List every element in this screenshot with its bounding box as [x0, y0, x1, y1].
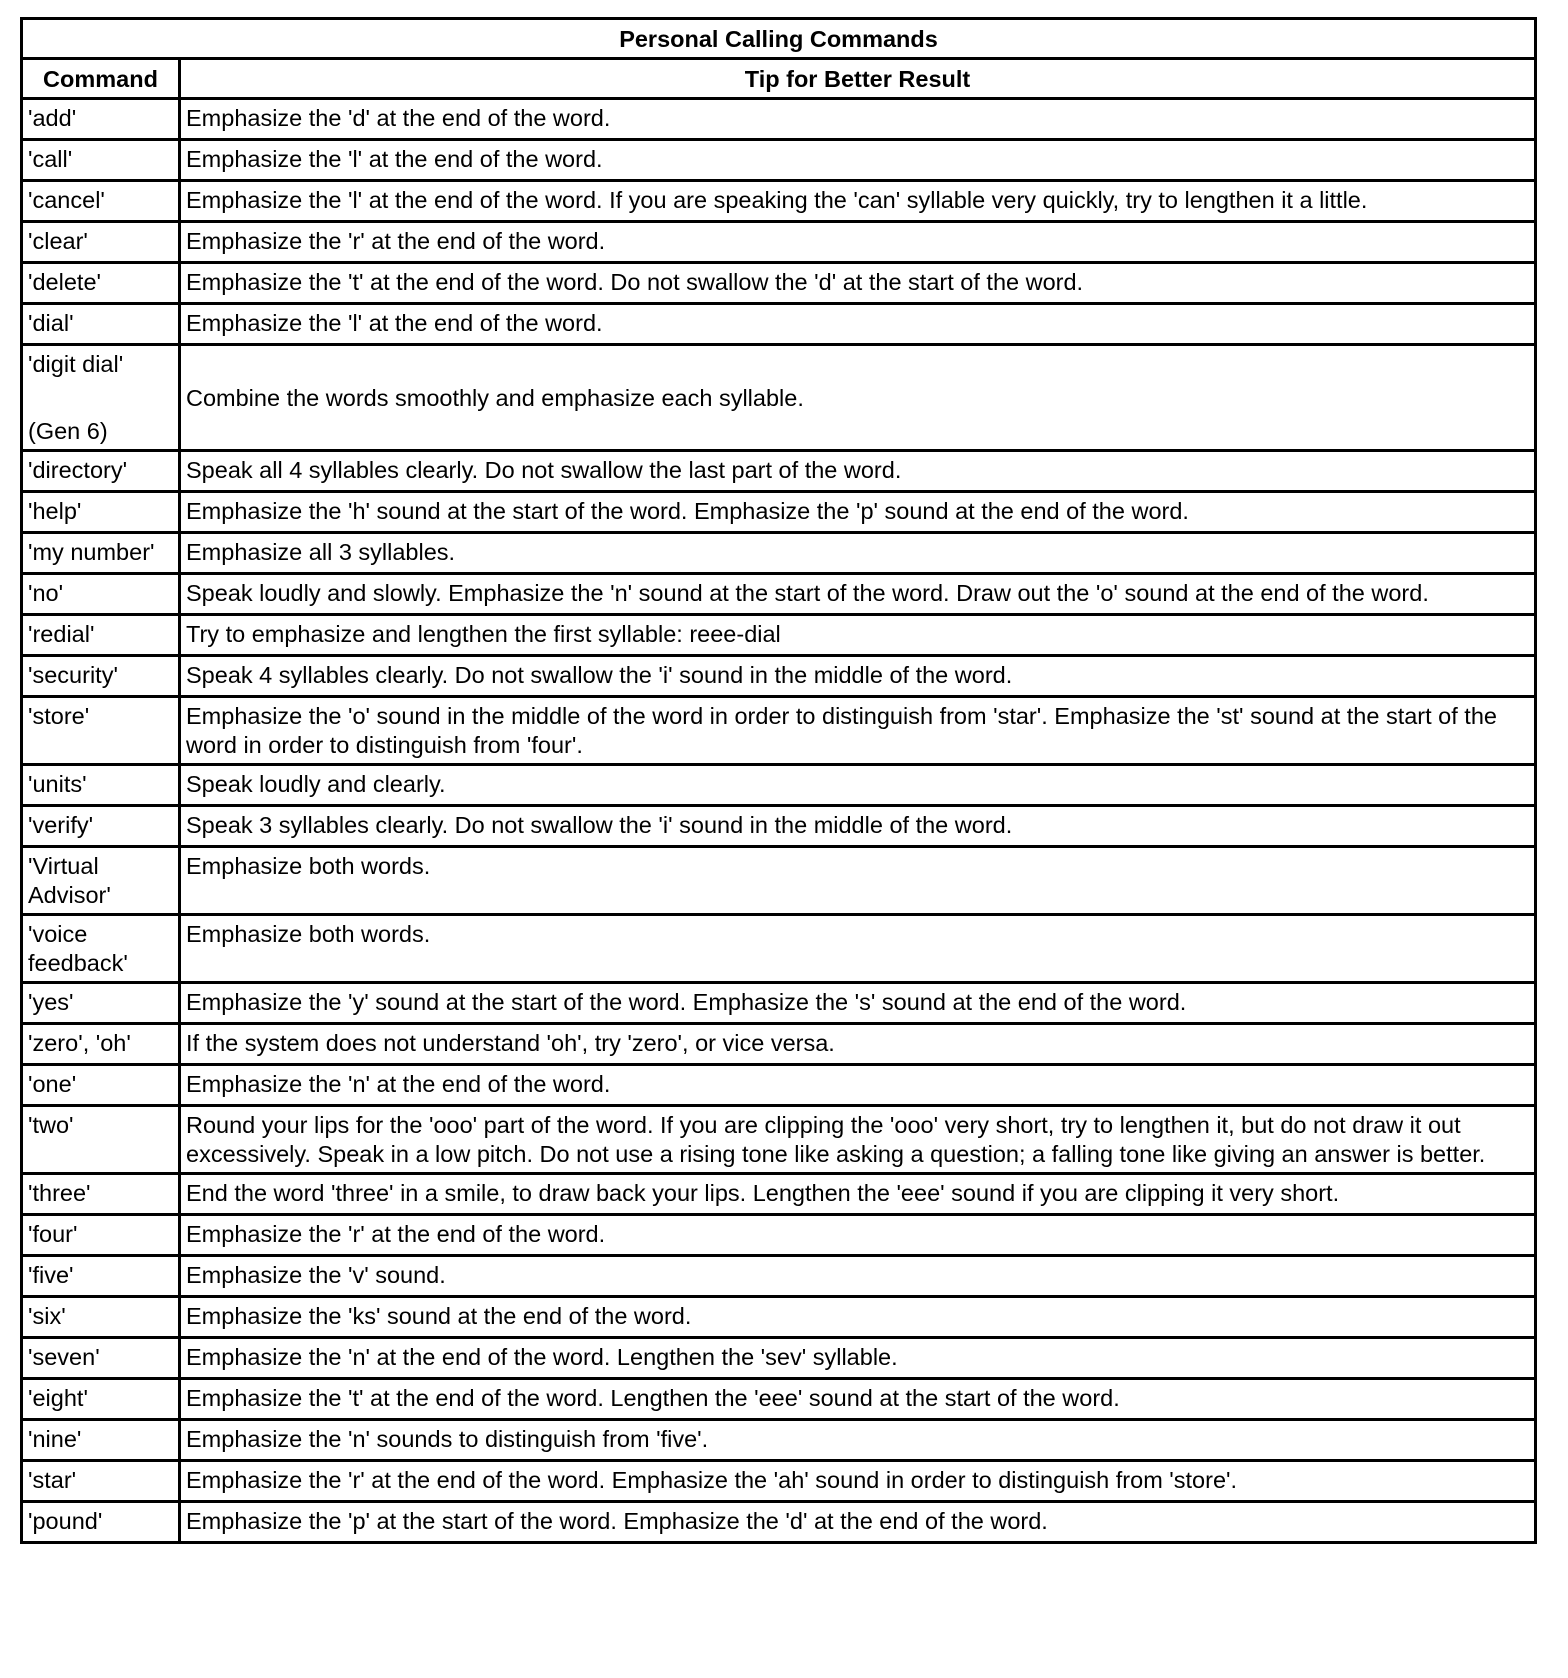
table-row: [22, 1256, 1536, 1297]
command-text: 'verify': [28, 812, 94, 838]
tip-cell: Round your lips for the 'ooo' part of the word. If you are clipping the 'ooo' very short, try to lengthen it, but do not draw it out excessively. Speak in a low pitch. Do not use a rising tone like asking a question; a falling tone like giving an answer is better.: [180, 1106, 1536, 1174]
table-row: [22, 1065, 1536, 1106]
command-text: 'call': [28, 146, 73, 172]
command-text: 'cancel': [28, 187, 105, 213]
table-row: [22, 222, 1536, 263]
tip-cell: Emphasize the 't' at the end of the word. Do not swallow the 'd' at the start of the word.: [180, 263, 1536, 304]
command-text: 'pound': [28, 1508, 103, 1534]
command-text: 'six': [28, 1303, 66, 1329]
table-title: Personal Calling Commands: [22, 19, 1536, 59]
command-cell: [22, 1502, 180, 1543]
command-cell: [22, 697, 180, 765]
table-row: [22, 656, 1536, 697]
command-cell: [22, 983, 180, 1024]
document-page: [20, 17, 1534, 1544]
command-cell: [22, 1297, 180, 1338]
command-text: 'units': [28, 771, 87, 797]
table-row: [22, 983, 1536, 1024]
command-note: (Gen 6): [28, 418, 108, 444]
command-cell: [22, 140, 180, 181]
command-text: 'help': [28, 498, 82, 524]
command-text: 'five': [28, 1262, 74, 1288]
table-row: [22, 915, 1536, 983]
tip-cell: Speak loudly and slowly. Emphasize the 'n' sound at the start of the word. Draw out the 'o' sound at the end of the word.: [180, 574, 1536, 615]
table-row: [22, 1297, 1536, 1338]
table-row: [22, 345, 1536, 451]
header-row: [22, 59, 1536, 99]
command-cell: [22, 492, 180, 533]
commands-table: [20, 17, 1537, 1544]
command-cell: [22, 1024, 180, 1065]
table-row: [22, 697, 1536, 765]
command-text: 'two': [28, 1112, 74, 1138]
command-cell: [22, 304, 180, 345]
tip-cell: Emphasize the 'ks' sound at the end of the word.: [180, 1297, 1536, 1338]
tip-cell: Emphasize the 'n' sounds to distinguish from 'five'.: [180, 1420, 1536, 1461]
command-text: 'four': [28, 1221, 78, 1247]
command-text: 'nine': [28, 1426, 82, 1452]
table-row: [22, 1215, 1536, 1256]
table-row: [22, 263, 1536, 304]
command-cell: [22, 1420, 180, 1461]
tip-cell: If the system does not understand 'oh', try 'zero', or vice versa.: [180, 1024, 1536, 1065]
command-cell: [22, 451, 180, 492]
command-text: 'three': [28, 1180, 91, 1206]
command-text: 'my number': [28, 539, 155, 565]
table-row: [22, 765, 1536, 806]
table-row: [22, 140, 1536, 181]
tip-cell: Speak all 4 syllables clearly. Do not swallow the last part of the word.: [180, 451, 1536, 492]
tip-cell: Emphasize the 'l' at the end of the word.: [180, 304, 1536, 345]
tip-cell: Emphasize the 'l' at the end of the word. If you are speaking the 'can' syllable very quickly, try to lengthen it a little.: [180, 181, 1536, 222]
command-cell: [22, 1106, 180, 1174]
tip-cell: Combine the words smoothly and emphasize each syllable.: [180, 345, 1536, 451]
command-text: 'redial': [28, 621, 95, 647]
table-row: [22, 615, 1536, 656]
command-cell: [22, 263, 180, 304]
table-row: [22, 99, 1536, 140]
command-cell: [22, 181, 180, 222]
command-cell: [22, 615, 180, 656]
tip-cell: Emphasize the 'o' sound in the middle of the word in order to distinguish from 'star'. Emphasize the 'st' sound at the start of the word in order to distinguish from 'four'.: [180, 697, 1536, 765]
command-text: 'star': [28, 1467, 77, 1493]
command-text: 'no': [28, 580, 64, 606]
table-row: [22, 1106, 1536, 1174]
tip-cell: Emphasize the 'r' at the end of the word.: [180, 222, 1536, 263]
command-cell: [22, 99, 180, 140]
table-body: [22, 99, 1536, 1543]
tip-cell: End the word 'three' in a smile, to draw back your lips. Lengthen the 'eee' sound if you are clipping it very short.: [180, 1174, 1536, 1215]
command-cell: [22, 1338, 180, 1379]
table-row: [22, 533, 1536, 574]
table-row: [22, 1174, 1536, 1215]
table-row: [22, 1502, 1536, 1543]
command-text: 'store': [28, 703, 90, 729]
command-cell: [22, 1065, 180, 1106]
tip-cell: Emphasize both words.: [180, 915, 1536, 983]
command-cell: [22, 1174, 180, 1215]
tip-cell: Emphasize the 'd' at the end of the word.: [180, 99, 1536, 140]
command-cell: [22, 1215, 180, 1256]
command-cell: [22, 345, 180, 451]
tip-cell: Speak 3 syllables clearly. Do not swallow the 'i' sound in the middle of the word.: [180, 806, 1536, 847]
tip-cell: Speak 4 syllables clearly. Do not swallow the 'i' sound in the middle of the word.: [180, 656, 1536, 697]
command-cell: [22, 847, 180, 915]
command-cell: [22, 765, 180, 806]
command-text: 'add': [28, 105, 77, 131]
table-row: [22, 847, 1536, 915]
tip-cell: Emphasize the 'p' at the start of the word. Emphasize the 'd' at the end of the word.: [180, 1502, 1536, 1543]
command-text: 'voice feedback': [28, 921, 128, 976]
tip-cell: Emphasize the 'r' at the end of the word.: [180, 1215, 1536, 1256]
table-row: [22, 574, 1536, 615]
command-cell: [22, 806, 180, 847]
table-row: [22, 304, 1536, 345]
command-text: 'dial': [28, 310, 74, 336]
table-row: [22, 1024, 1536, 1065]
command-cell: [22, 533, 180, 574]
command-cell: [22, 1379, 180, 1420]
tip-cell: Emphasize the 'l' at the end of the word.: [180, 140, 1536, 181]
command-text: 'yes': [28, 989, 74, 1015]
command-cell: [22, 222, 180, 263]
tip-cell: Emphasize both words.: [180, 847, 1536, 915]
command-text: 'directory': [28, 457, 128, 483]
command-text: 'Virtual Advisor': [28, 853, 111, 908]
tip-cell: Emphasize the 't' at the end of the word. Lengthen the 'eee' sound at the start of the word.: [180, 1379, 1536, 1420]
command-column-header: Command: [22, 59, 180, 99]
command-cell: [22, 574, 180, 615]
tip-cell: Try to emphasize and lengthen the first syllable: reee-dial: [180, 615, 1536, 656]
table-row: [22, 1338, 1536, 1379]
table-row: [22, 1461, 1536, 1502]
command-text: 'eight': [28, 1385, 88, 1411]
title-row: [22, 19, 1536, 59]
tip-cell: Emphasize the 'r' at the end of the word. Emphasize the 'ah' sound in order to distinguish from 'store'.: [180, 1461, 1536, 1502]
table-row: [22, 1379, 1536, 1420]
command-text: 'security': [28, 662, 118, 688]
tip-cell: Speak loudly and clearly.: [180, 765, 1536, 806]
table-row: [22, 492, 1536, 533]
command-cell: [22, 1256, 180, 1297]
table-row: [22, 451, 1536, 492]
tip-cell: Emphasize all 3 syllables.: [180, 533, 1536, 574]
tip-cell: Emphasize the 'v' sound.: [180, 1256, 1536, 1297]
table-row: [22, 1420, 1536, 1461]
command-text: 'digit dial': [28, 351, 124, 377]
tip-cell: Emphasize the 'n' at the end of the word.: [180, 1065, 1536, 1106]
tip-cell: Emphasize the 'h' sound at the start of the word. Emphasize the 'p' sound at the end of the word.: [180, 492, 1536, 533]
table-row: [22, 806, 1536, 847]
tip-column-header: Tip for Better Result: [180, 59, 1536, 99]
tip-cell: Emphasize the 'y' sound at the start of the word. Emphasize the 's' sound at the end of the word.: [180, 983, 1536, 1024]
table-row: [22, 181, 1536, 222]
command-text: 'seven': [28, 1344, 100, 1370]
command-cell: [22, 915, 180, 983]
command-text: 'one': [28, 1071, 77, 1097]
command-text: 'delete': [28, 269, 102, 295]
command-text: 'zero', 'oh': [28, 1030, 131, 1056]
command-cell: [22, 656, 180, 697]
tip-cell: Emphasize the 'n' at the end of the word. Lengthen the 'sev' syllable.: [180, 1338, 1536, 1379]
command-cell: [22, 1461, 180, 1502]
command-text: 'clear': [28, 228, 88, 254]
